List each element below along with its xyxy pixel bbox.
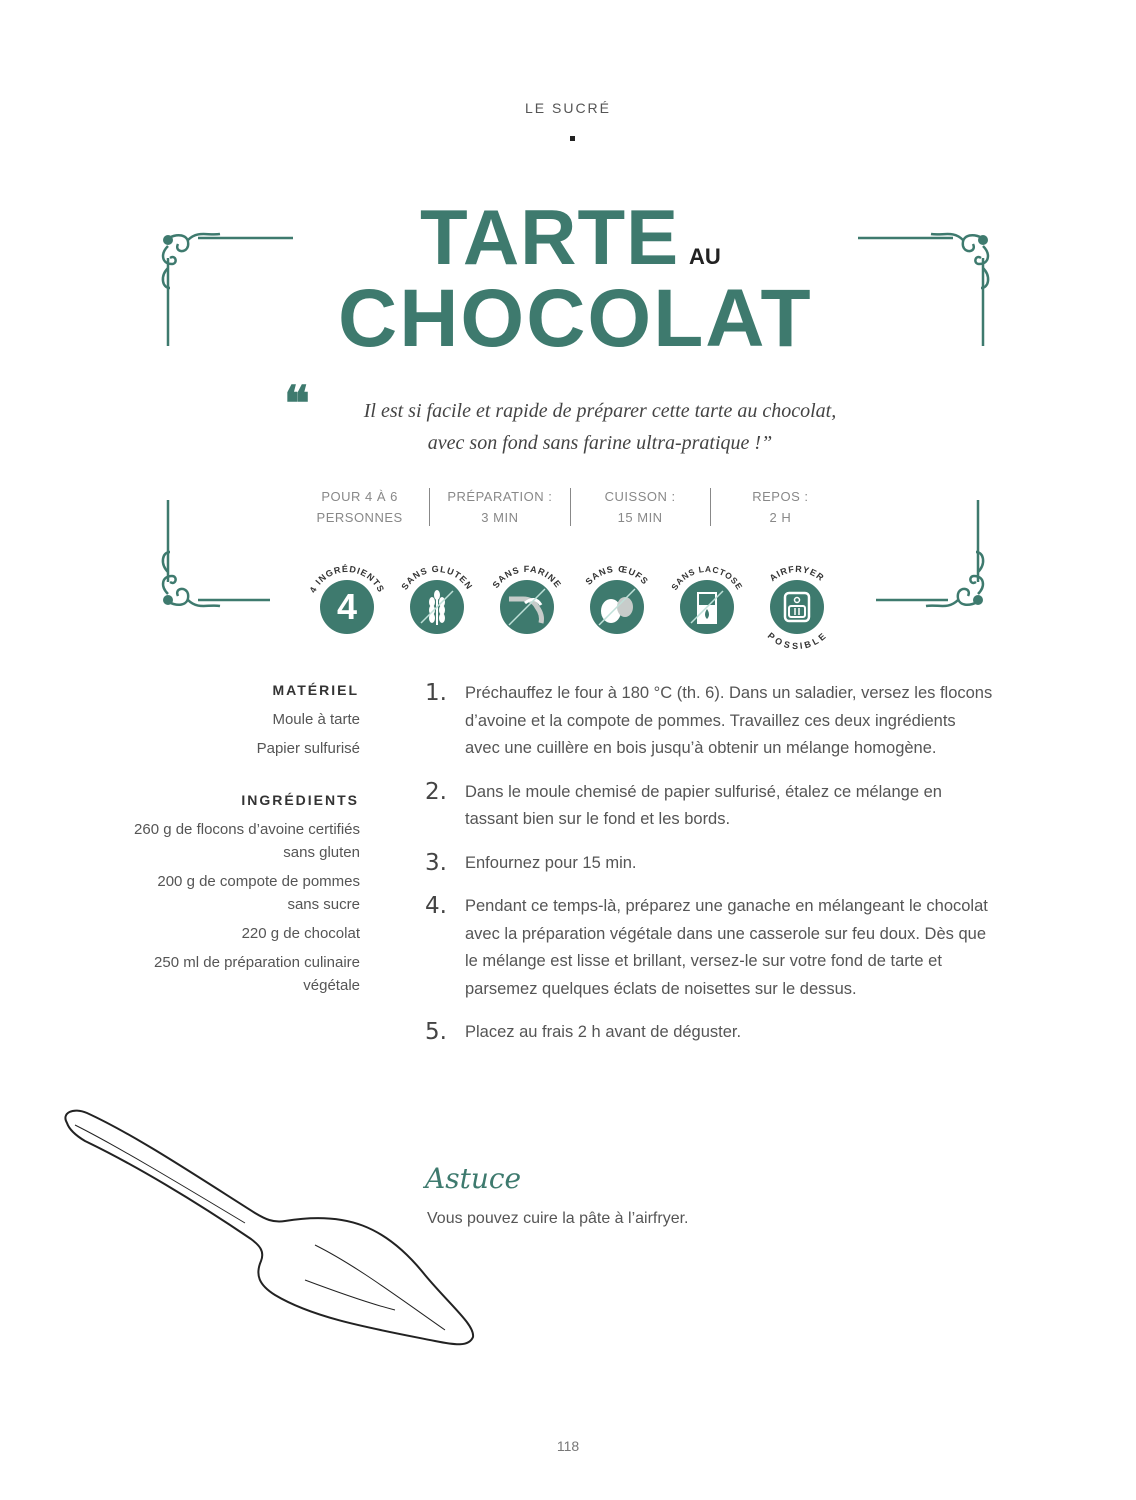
step-number: 3. xyxy=(425,849,447,876)
step-text: Placez au frais 2 h avant de déguster. xyxy=(465,1023,742,1041)
svg-text:AIRFRYER: AIRFRYER xyxy=(767,563,827,584)
ornament-bottom-left-icon xyxy=(158,492,278,612)
step-number: 5. xyxy=(425,1019,447,1045)
meta-value: PERSONNES xyxy=(316,510,403,525)
ingredient-item xyxy=(80,951,360,997)
ingredient-text: 220 g de chocolat xyxy=(241,925,360,942)
step-item xyxy=(425,893,995,1003)
number-four-icon: 4 xyxy=(320,580,374,634)
page-number: 118 xyxy=(556,1438,580,1454)
ingredient-item xyxy=(80,818,360,864)
section-label: LE SUCRÉ xyxy=(524,100,612,116)
ingredient-text: 200 g de compote de pommes xyxy=(157,873,360,890)
meta-cook-time xyxy=(571,486,710,528)
meta-label: CUISSON : xyxy=(604,489,676,504)
step-number: 2. xyxy=(425,778,447,805)
ornament-top-left-icon xyxy=(158,228,298,348)
step-text: Préchauffez le four à 180 °C (th. 6). Dans un saladier, versez les flocons d’avoine et la compote de pommes. Travaillez ces deux ingrédients avec une cuillère en bois jusqu’à obtenir un mélange homogène. xyxy=(465,684,993,757)
badge-sans-gluten xyxy=(390,560,480,650)
wheat-icon xyxy=(410,580,464,634)
step-item xyxy=(425,680,995,763)
materiel-heading: MATÉRIEL xyxy=(272,682,359,698)
airfryer-icon xyxy=(770,580,824,634)
tip-heading: Astuce xyxy=(425,1162,522,1195)
ingredient-text: sans sucre xyxy=(287,896,360,913)
step-item xyxy=(425,779,995,834)
quote-line-1: Il est si facile et rapide de préparer cette tarte au chocolat, xyxy=(363,400,837,422)
step-text: Enfournez pour 15 min. xyxy=(465,853,637,872)
meta-label: REPOS : xyxy=(752,489,809,504)
ingredients-heading: INGRÉDIENTS xyxy=(241,792,359,808)
title-line-2: CHOCOLAT xyxy=(338,273,813,364)
ingredient-text: sans gluten xyxy=(283,844,360,861)
quote-line-2: avec son fond sans farine ultra-pratique !” xyxy=(427,432,773,454)
step-number: 4. xyxy=(425,893,447,919)
svg-text:4 INGRÉDIENTS: 4 INGRÉDIENTS xyxy=(307,563,387,595)
meta-servings xyxy=(290,486,429,528)
ingredient-item xyxy=(80,870,360,916)
title-line-1: TARTE xyxy=(420,193,680,281)
step-text: Dans le moule chemisé de papier sulfurisé, étalez ce mélange en tassant bien sur le fond et les bords. xyxy=(465,782,942,828)
step-item xyxy=(425,1019,995,1047)
meta-label: POUR 4 À 6 xyxy=(321,489,398,504)
ingredient-text: 250 ml de préparation culinaire xyxy=(154,954,360,971)
badge-sans-farine xyxy=(480,560,570,650)
badge-sans-lactose xyxy=(660,560,750,650)
step-item xyxy=(425,850,995,878)
egg-icon xyxy=(590,580,644,634)
svg-text:SANS FARINE: SANS FARINE xyxy=(490,563,564,590)
svg-text:SANS ŒUFS: SANS ŒUFS xyxy=(583,563,651,587)
materiel-item: Papier sulfurisé xyxy=(256,740,360,757)
svg-text:POSSIBLE: POSSIBLE xyxy=(765,630,829,652)
ornament-bottom-right-icon xyxy=(868,492,988,612)
section-dot xyxy=(570,136,575,141)
milk-carton-icon xyxy=(680,580,734,634)
ingredient-item xyxy=(80,922,360,945)
quote-mark-icon: ❝ xyxy=(284,376,310,432)
badge-4-ingredients xyxy=(300,560,390,650)
step-number: 1. xyxy=(425,680,447,706)
ingredient-text: végétale xyxy=(303,977,360,994)
diet-badges xyxy=(300,560,840,650)
flour-scoop-icon xyxy=(500,580,554,634)
meta-rest-time xyxy=(711,486,850,528)
materiel-list xyxy=(80,708,360,760)
recipe-steps xyxy=(425,680,995,1063)
materiel-item: Moule à tarte xyxy=(272,711,360,728)
meta-value: 15 MIN xyxy=(617,510,663,525)
title-connector: AU xyxy=(689,244,721,269)
tip-text: Vous pouvez cuire la pâte à l’airfryer. xyxy=(427,1210,689,1227)
meta-value: 2 H xyxy=(769,510,792,525)
svg-text:SANS LACTOSE: SANS LACTOSE xyxy=(669,563,745,592)
ingredients-list xyxy=(80,818,360,997)
svg-text:SANS GLUTEN: SANS GLUTEN xyxy=(399,563,475,592)
meta-value: 3 MIN xyxy=(481,510,519,525)
ingredient-text: 260 g de flocons d’avoine certifiés xyxy=(134,821,360,838)
meta-label: PRÉPARATION : xyxy=(447,489,553,504)
intro-quote xyxy=(300,395,900,459)
badge-sans-oeufs xyxy=(570,560,660,650)
recipe-meta xyxy=(290,486,850,528)
pie-server-illustration-icon xyxy=(55,1105,485,1355)
meta-prep-time xyxy=(430,486,569,528)
badge-airfryer xyxy=(750,560,840,650)
step-text: Pendant ce temps-là, préparez une ganache en mélangeant le chocolat avec la préparation végétale dans une casserole sur feu doux. Dès que le mélange est lisse et brillant, versez-le sur votre fond de tarte et parsemez quelques éclats de noisettes sur le dessus. xyxy=(465,897,988,998)
ornament-top-right-icon xyxy=(853,228,993,348)
